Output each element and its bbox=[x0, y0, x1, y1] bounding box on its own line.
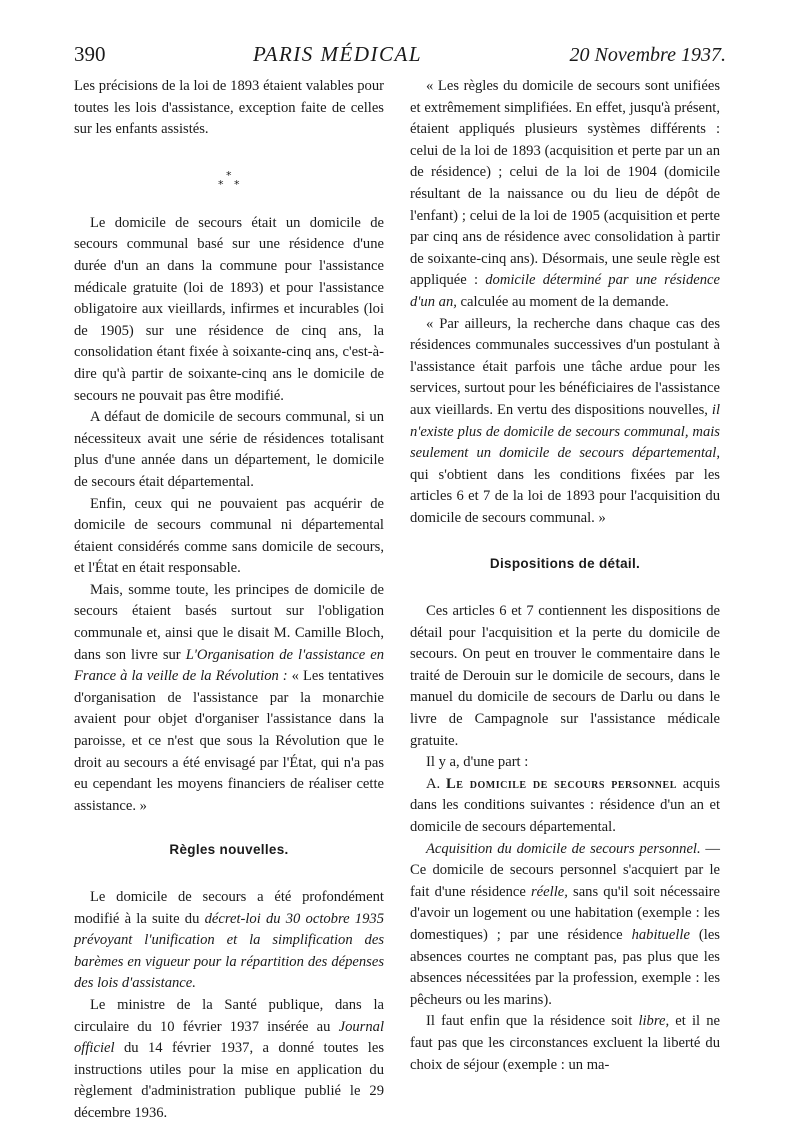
page-number: 390 bbox=[74, 42, 106, 66]
paragraph: Enfin, ceux qui ne pouvaient pas acquérir de domicile de secours communal ni départemental étaient considérés comme sans domicile de secours, et l'État en était responsable. bbox=[74, 495, 384, 577]
item-label: Le domicile de secours personnel bbox=[446, 775, 677, 792]
decree-title: décret-loi du 30 octobre 1935 prévoyant l'unification et la simplification des barèmes en vigueur pour la répartition des dépenses des lois d'assistance. bbox=[74, 910, 384, 992]
paragraph bbox=[410, 76, 720, 314]
text-run: acquis dans les conditions suivantes : résidence d'un an et domicile de secours départemental. bbox=[410, 775, 721, 835]
text-run: du 14 février 1937, a donné toutes les instructions utiles pour la mise en application du règlement d'administration publique publié le 29 décembre 1936. bbox=[74, 1040, 384, 1121]
journal-reference: Journal officiel bbox=[74, 1018, 384, 1057]
text-run: Le ministre de la Santé publique, dans la circulaire du 10 février 1937 insérée au bbox=[74, 996, 384, 1035]
text-run: qui s'obtient dans les conditions fixées par les articles 6 et 7 de la loi de 1893 pour l'acquisition du domicile de secours communal. » bbox=[410, 466, 720, 526]
book-title: L'Organisation de l'assistance en France à la veille de la Révolution : bbox=[74, 646, 384, 685]
text-run: Il faut enfin que la résidence soit bbox=[426, 1013, 639, 1030]
paragraph bbox=[74, 887, 384, 995]
text-run: et il ne faut pas que les circonstances excluent la liberté du choix de séjour (exemple : un ma- bbox=[410, 1013, 720, 1073]
left-column bbox=[74, 76, 384, 1125]
section-heading: Règles nouvelles. bbox=[169, 842, 289, 858]
emphasis: réelle, bbox=[531, 883, 568, 900]
paragraph: Le domicile de secours était un domicile de secours communal basé sur une résidence d'une durée d'un an dans la commune pour l'assistance médicale gratuite (loi de 1893) et pour l'assistance obligatoire aux vieillards, infirmes et incurables (loi de 1905) sur une résidence de cinq ans, la consolidation étant fixée à soixante-cinq ans, c'est-à-dire qu'à partir de soixante-cinq ans le domicile de secours ne pouvait pas être modifié. bbox=[74, 214, 384, 404]
text-run: « Par ailleurs, la recherche dans chaque cas des résidences communales successives d'un postulant à l'assistance était parfois une tâche ardue pour les services, surtout pour les bénéficiaires de l'assistance aux vieillards. En vertu des dispositions nouvelles, bbox=[410, 315, 720, 418]
asterisk: * bbox=[226, 168, 232, 182]
paragraph: Les précisions de la loi de 1893 étaient valables pour toutes les lois d'assistance, exception faite de celles sur les enfants assistés. bbox=[74, 78, 384, 138]
right-column bbox=[410, 76, 720, 1076]
asterisk: * bbox=[218, 177, 224, 191]
paragraph bbox=[410, 1011, 720, 1076]
emphasis: il n'existe plus de domicile de secours communal, mais seulement un domicile de secours départemental, bbox=[410, 401, 720, 462]
paragraph bbox=[74, 995, 384, 1125]
text-run: « Les tentatives d'organisation de l'assistance par la monarchie avaient pour objet d'organiser l'assistance dans la paroisse, et ce n'est que sous la Révolution que le droit au secours a été envisagé par l'État, qui n'a pas eu cependant les moyens financiers de réaliser cette assistance. » bbox=[74, 668, 384, 814]
journal-title: PARIS MÉDICAL bbox=[253, 42, 423, 66]
text-run: Mais, somme toute, les principes de domicile de secours étaient basés surtout sur l'obligation communale et, ainsi que le disait M. Camille Bloch, dans son livre sur bbox=[74, 581, 384, 663]
text-run: — Ce domicile de secours personnel s'acquiert par le fait d'une résidence bbox=[410, 840, 720, 900]
emphasis: libre, bbox=[638, 1013, 670, 1030]
text-run: calculée au moment de la demande. bbox=[456, 293, 669, 310]
emphasis: habituelle bbox=[631, 926, 690, 943]
running-header bbox=[74, 42, 726, 72]
paragraph: Ces articles 6 et 7 contiennent les dispositions de détail pour l'acquisition et la perte du domicile de secours. On peut en trouver le commentaire dans le traité de Derouin sur le domicile de secours, dans le manuel du domicile de secours de Darlu ou dans le livre de Campagnole sur l'assistance médicale gratuite. bbox=[410, 603, 720, 749]
issue-date: 20 Novembre 1937. bbox=[569, 44, 726, 66]
paragraph bbox=[410, 839, 720, 1012]
emphasis: Acquisition du domicile de secours personnel. bbox=[426, 840, 701, 857]
text-run: sans qu'il soit nécessaire d'avoir un logement ou une habitation (exemple : les domestiques) ; par une résidence bbox=[410, 883, 720, 943]
emphasis: domicile déterminé par une résidence d'un an, bbox=[410, 272, 720, 310]
section-heading: Dispositions de détail. bbox=[489, 556, 641, 572]
text-run: A. bbox=[426, 775, 447, 792]
paragraph: Il y a, d'une part : bbox=[426, 754, 529, 771]
paragraph bbox=[410, 774, 720, 839]
section-separator bbox=[74, 141, 384, 213]
paragraph: A défaut de domicile de secours communal, si un nécessiteux avait une série de résidences totalisant plus d'une année dans un département, le domicile de secours était départemental. bbox=[74, 409, 384, 490]
asterisk: * bbox=[234, 177, 240, 191]
paragraph bbox=[410, 314, 720, 530]
paragraph bbox=[74, 580, 384, 818]
text-run: (les absences courtes ne comptant pas, pas plus que les absences nécessitées par la profession, exemple : les pêcheurs ou les marins). bbox=[410, 926, 720, 1008]
text-run: Le domicile de secours a été profondément modifié à la suite du bbox=[74, 889, 384, 927]
text-run: « Les règles du domicile de secours sont unifiées et extrêmement simplifiées. En effet, jusqu'à présent, étaient appliqués plusieurs systèmes différents : celui de la loi de 1893 (acquisition et perte par un an de résidence) ; celui de la loi de 1904 (domicile résultant de la naissance ou du lieu de dépôt de l'enfant) ; celui de la loi de 1905 (acquisition et perte par cinq ans de résidence avec consolidation à partir de soixante-cinq ans). Désormais, une seule règle est appliquée : bbox=[410, 78, 720, 289]
